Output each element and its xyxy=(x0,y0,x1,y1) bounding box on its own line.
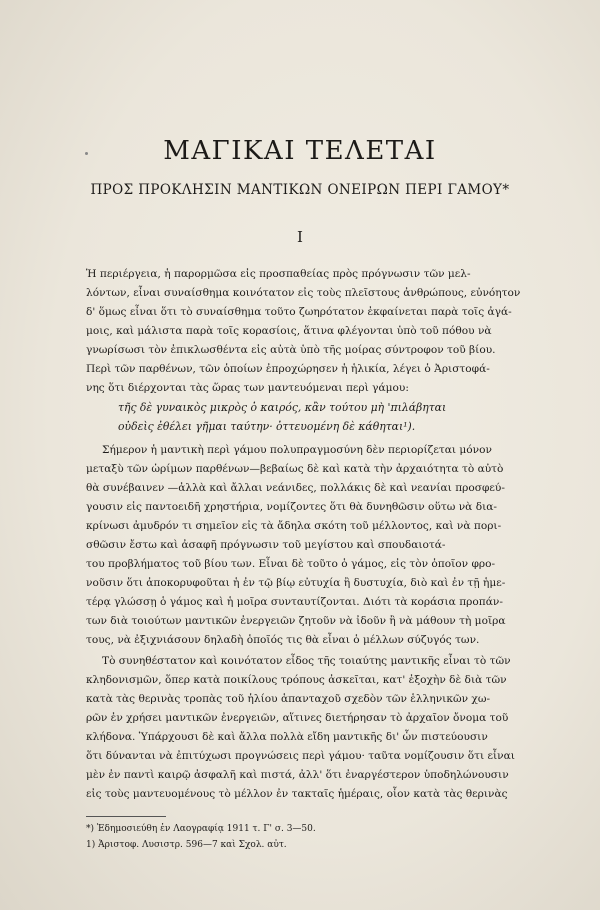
body-line: λόντων, εἶναι συναίσθημα κοινότατον εἰς τοὺς πλεῖστους ἀνθρώπους, εὐνόητον xyxy=(86,287,521,299)
body-line: νοῦσιν ὅτι ἀποκορυφοῦται ἡ ἐν τῷ βίῳ εὐτυχία ἢ δυστυχία, διὸ καὶ ἐν τῇ ἡμε- xyxy=(86,577,506,589)
body-line: μοις, καὶ μάλιστα παρὰ τοῖς κορασίοις, ἅτινα φλέγονται ὑπὸ τοῦ πόθου νὰ xyxy=(86,325,492,337)
quote-line: οὐδεὶς ἐθέλει γῆμαι ταύτην· ὀττευομένη δὲ κάθηται¹). xyxy=(118,420,416,433)
body-line: θὰ συνέβαινεν —ἀλλὰ καὶ ἄλλαι νεάνιδες, πολλάκις δὲ καὶ νεανίαι προσφεύ- xyxy=(86,482,505,494)
section-number: I xyxy=(297,228,303,246)
body-line: κλήδονα. Ὑπάρχουσι δὲ καὶ ἄλλα πολλὰ εἴδη μαντικῆς δι' ὧν πιστεύουσιν xyxy=(86,731,488,743)
body-line: μὲν ἐν παντὶ καιρῷ ἀσφαλῆ καὶ πιστά, ἀλλ' ὅτι ἐναργέστερον ὑποδηλώνουσιν xyxy=(86,769,509,781)
footnote: 1) Ἀριστοφ. Λυσιστρ. 596—7 καὶ Σχολ. αὐτ. xyxy=(86,840,287,850)
body-line: δ' ὅμως εἶναι ὅτι τὸ συναίσθημα τοῦτο ζωηρότατον ἐκφαίνεται παρὰ τοῖς ἀγά- xyxy=(86,306,512,318)
body-line: εἰς τοὺς μαντευομένους τὸ μέλλον ἐν τακταῖς ἡμέραις, οἷον κατὰ τὰς θερινὰς xyxy=(86,788,508,800)
body-line: κατὰ τὰς θερινὰς τροπὰς τοῦ ἡλίου ἁπανταχοῦ σχεδὸν τῶν ἑλληνικῶν χω- xyxy=(86,693,491,705)
body-line: τους, νὰ ἐξιχνιάσουν δηλαδὴ ὁποῖός τις θὰ εἶναι ὁ μέλλων σύζυγός των. xyxy=(86,634,480,646)
body-line: ὅτι δύνανται νὰ ἐπιτύχωσι προγνώσεις περὶ γάμου· ταῦτα νομίζουσιν ὅτι εἶναι xyxy=(86,750,515,762)
footnote-rule xyxy=(86,816,166,817)
body-line: γνωρίσωσι τὸν ἐπικλωσθέντα εἰς αὐτὰ ὑπὸ τῆς μοίρας σύντροφον τοῦ βίου. xyxy=(86,344,496,356)
body-line: Τὸ συνηθέστατον καὶ κοινότατον εἶδος τῆς τοιαύτης μαντικῆς εἶναι τὸ τῶν xyxy=(102,655,511,667)
body-line: γουσιν εἰς παντοειδῆ χρηστήρια, νομίζοντες ὅτι θὰ δυνηθῶσιν οὕτω νὰ δια- xyxy=(86,501,497,513)
body-line: σθῶσιν ἔστω καὶ ἀσαφῆ πρόγνωσιν τοῦ μεγίστου καὶ σπουδαιοτά- xyxy=(86,539,446,551)
footnote: *) Ἐδημοσιεύθη ἐν Λαογραφίᾳ 1911 τ. Γ' σ. 3—50. xyxy=(86,824,316,834)
body-line: νης ὅτι διέρχονται τὰς ὥρας των μαντευόμεναι περὶ γάμου: xyxy=(86,382,409,394)
body-line: τέρᾳ γλώσσῃ ὁ γάμος καὶ ἡ μοῖρα συνταυτίζονται. Διότι τὰ κοράσια προπάν- xyxy=(86,596,503,608)
quote-line: τῆς δὲ γυναικὸς μικρὸς ὁ καιρός, κἂν τούτου μὴ 'πιλάβηται xyxy=(118,401,447,414)
body-line: μεταξὺ τῶν ὡρίμων παρθένων—βεβαίως δὲ καὶ κατὰ τὴν ἀρχαιότητα τὸ αὐτὸ xyxy=(86,463,504,475)
body-line: του προβλήματος τοῦ βίου των. Εἶναι δὲ τοῦτο ὁ γάμος, εἰς τὸν ὁποῖον φρο- xyxy=(86,558,496,570)
body-line: Σήμερον ἡ μαντικὴ περὶ γάμου πολυπραγμοσύνη δὲν περιορίζεται μόνον xyxy=(102,444,492,456)
body-line: κληδονισμῶν, ὅπερ κατὰ ποικίλους τρόπους ἀσκεῖται, κατ' ἐξοχὴν δὲ διὰ τῶν xyxy=(86,674,507,686)
body-line: κρίνωσι ἀμυδρόν τι σημεῖον εἰς τὰ ἄδηλα σκότη τοῦ μέλλοντος, καὶ νὰ πορι- xyxy=(86,520,502,532)
body-line: ρῶν ἐν χρήσει μαντικῶν ἐνεργειῶν, αἵτινες διετήρησαν τὸ ἀρχαῖον ὄνομα τοῦ xyxy=(86,712,509,724)
body-line: Περὶ τῶν παρθένων, τῶν ὁποίων ἐπροχώρησεν ἡ ἡλικία, λέγει ὁ Ἀριστοφά- xyxy=(86,363,490,375)
chapter-subtitle: ΠΡΟΣ ΠΡΟΚΛΗΣΙΝ ΜΑΝΤΙΚΩΝ ΟΝΕΙΡΩΝ ΠΕΡΙ ΓΑΜΟΥ* xyxy=(90,182,510,198)
body-line: των διὰ τοιούτων μαντικῶν ἐνεργειῶν ζητοῦν νὰ ἰδοῦν ἢ νὰ μάθουν τὴ μοῖρα xyxy=(86,615,506,627)
body-line: Ἡ περιέργεια, ἡ παρορμῶσα εἰς προσπαθείας πρὸς πρόγνωσιν τῶν μελ- xyxy=(86,268,471,280)
chapter-title: ΜΑΓΙΚΑΙ ΤΕΛΕΤΑΙ xyxy=(163,136,437,166)
